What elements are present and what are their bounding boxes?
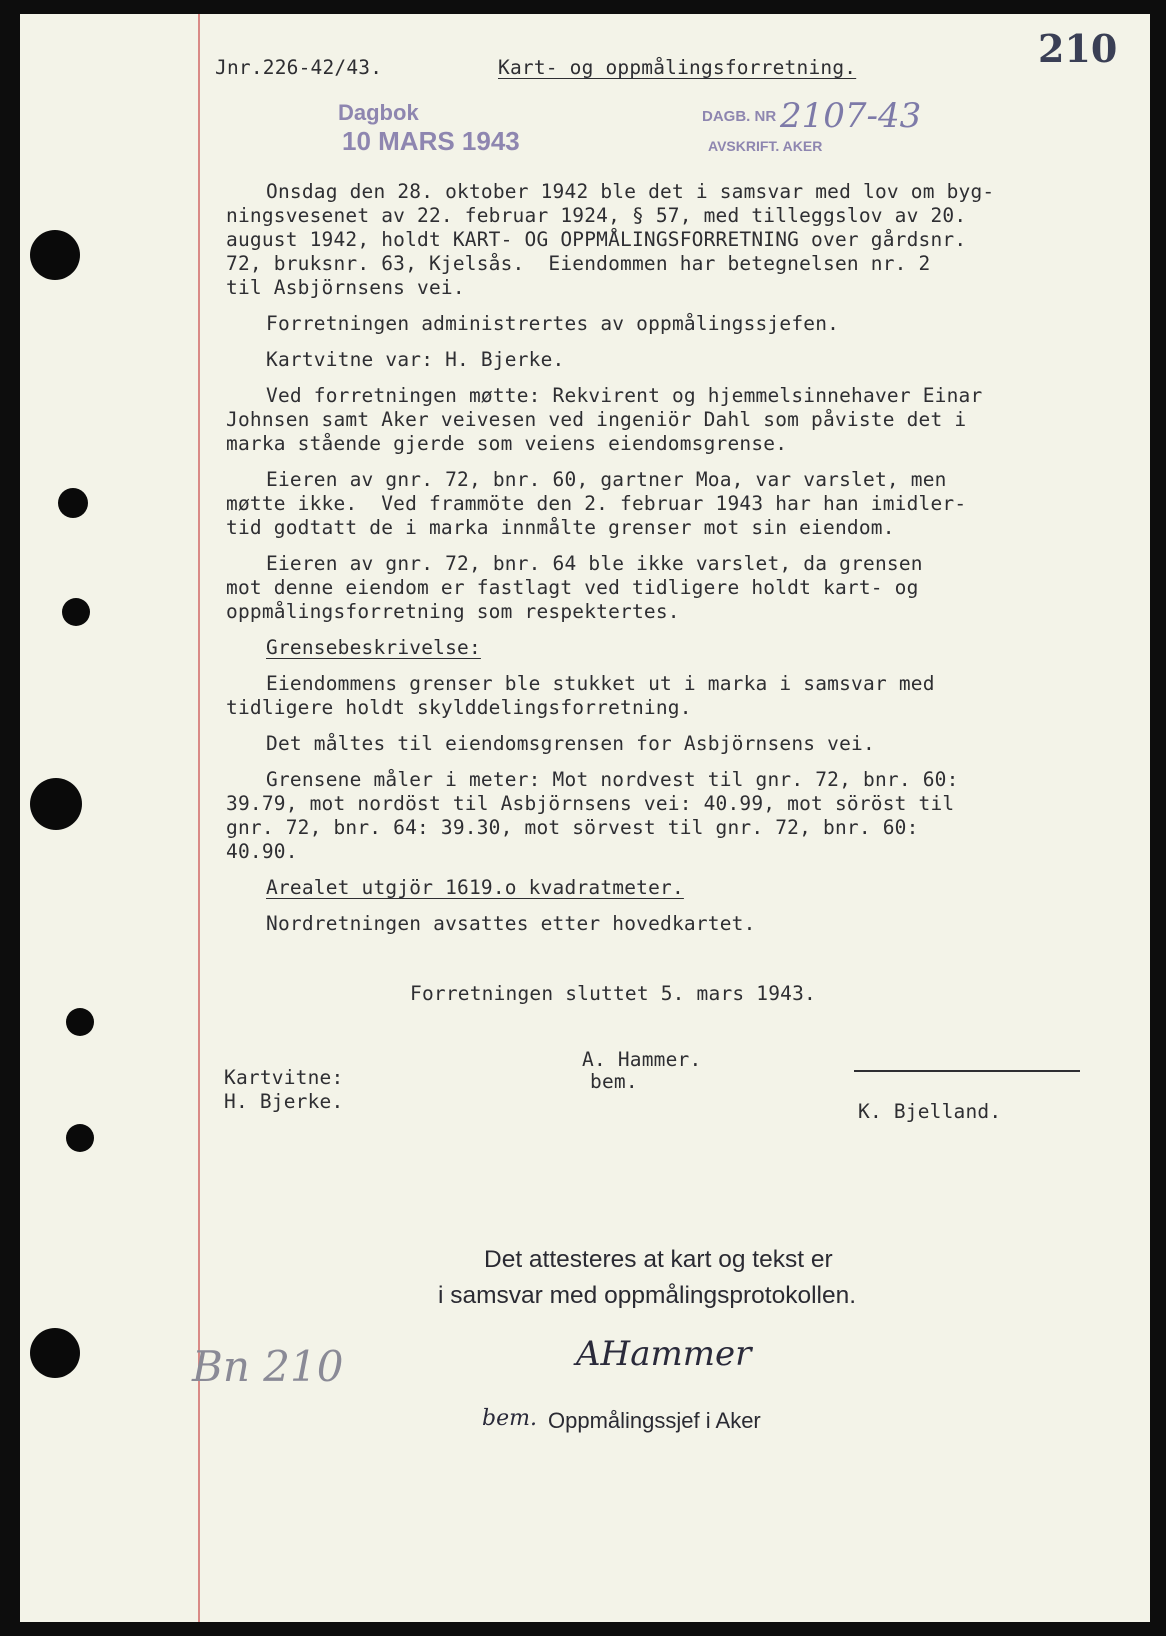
- paragraph-line: Det måltes til eiendomsgrensen for Asbjörnsens vei.: [266, 732, 875, 755]
- signature-line: [854, 1070, 1080, 1072]
- paragraph-line: Eiendommens grenser ble stukket ut i marka i samsvar med: [266, 672, 935, 695]
- binder-hole: [30, 1328, 80, 1378]
- attestation-signature: AHammer: [576, 1334, 752, 1374]
- page-number: 210: [1038, 26, 1118, 71]
- paragraph-line: tidligere holdt skylddelingsforretning.: [226, 696, 692, 719]
- bjelland-name: K. Bjelland.: [858, 1100, 1002, 1123]
- area-statement: Arealet utgjör 1619.o kvadratmeter.: [266, 876, 684, 899]
- paragraph-line: marka stående gjerde som veiens eiendomsgrense.: [226, 432, 788, 455]
- avskrift-stamp: AVSKRIFT. AKER: [708, 138, 823, 154]
- paragraph-line: Johnsen samt Aker veivesen ved ingeniör Dahl som påviste det i: [226, 408, 967, 431]
- attestation-line-2: i samsvar med oppmålingsprotokollen.: [438, 1282, 857, 1309]
- paragraph-line: Nordretningen avsattes etter hovedkartet.: [266, 912, 756, 935]
- binder-hole: [66, 1124, 94, 1152]
- paragraph-line: Forretningen administrertes av oppmålingssjefen.: [266, 312, 840, 335]
- paragraph-line: mot denne eiendom er fastlagt ved tidligere holdt kart- og: [226, 576, 919, 599]
- binder-hole: [66, 1008, 94, 1036]
- paragraph-line: møtte ikke. Ved frammöte den 2. februar 1943 har han imidler-: [226, 492, 967, 515]
- paragraph-line: tid godtatt de i marka innmålte grenser mot sin eiendom.: [226, 516, 895, 539]
- paragraph-line: gnr. 72, bnr. 64: 39.30, mot sörvest til gnr. 72, bnr. 60:: [226, 816, 919, 839]
- attestation-bem: bem.: [482, 1406, 537, 1431]
- paragraph-line: Onsdag den 28. oktober 1942 ble det i samsvar med lov om byg-: [266, 180, 995, 203]
- binder-hole: [62, 598, 90, 626]
- margin-note: Bn 210: [192, 1342, 344, 1391]
- document-page: [20, 14, 1150, 1622]
- document-title: Kart- og oppmålingsforretning.: [498, 56, 857, 79]
- paragraph-line: august 1942, holdt KART- OG OPPMÅLINGSFORRETNING over gårdsnr.: [226, 228, 967, 251]
- paragraph-line: Eieren av gnr. 72, bnr. 60, gartner Moa, var varslet, men: [266, 468, 947, 491]
- dagb-nr-stamp: DAGB. NR: [702, 108, 777, 125]
- dagbok-stamp-label: Dagbok: [338, 100, 419, 125]
- paragraph-line: 40.90.: [226, 840, 298, 863]
- attestation-role: Oppmålingssjef i Aker: [548, 1408, 761, 1433]
- attestation-line-1: Det attesteres at kart og tekst er: [484, 1246, 833, 1273]
- paragraph-line: 72, bruksnr. 63, Kjelsås. Eiendommen har betegnelsen nr. 2: [226, 252, 931, 275]
- section-heading: Grensebeskrivelse:: [266, 636, 481, 659]
- paragraph-line: 39.79, mot nordöst til Asbjörnsens vei: 40.99, mot söröst til: [226, 792, 955, 815]
- dagb-nr-handwritten: 2107-43: [780, 96, 922, 136]
- binder-hole: [30, 230, 80, 280]
- paragraph-line: ningsvesenet av 22. februar 1924, § 57, med tilleggslov av 20.: [226, 204, 967, 227]
- hammer-note: bem.: [590, 1070, 638, 1093]
- binder-hole: [58, 488, 88, 518]
- witness-label: Kartvitne:: [224, 1066, 344, 1089]
- witness-name: H. Bjerke.: [224, 1090, 344, 1113]
- paragraph-line: Ved forretningen møtte: Rekvirent og hjemmelsinnehaver Einar: [266, 384, 983, 407]
- paragraph-line: Eieren av gnr. 72, bnr. 64 ble ikke varslet, da grensen: [266, 552, 923, 575]
- closing-line: Forretningen sluttet 5. mars 1943.: [410, 982, 816, 1005]
- paragraph-line: Kartvitne var: H. Bjerke.: [266, 348, 565, 371]
- paragraph-line: Grensene måler i meter: Mot nordvest til gnr. 72, bnr. 60:: [266, 768, 959, 791]
- paragraph-line: oppmålingsforretning som respektertes.: [226, 600, 680, 623]
- binder-hole: [30, 778, 82, 830]
- journal-number: Jnr.226-42/43.: [215, 56, 383, 79]
- paragraph-line: til Asbjörnsens vei.: [226, 276, 465, 299]
- hammer-name: A. Hammer.: [582, 1048, 702, 1071]
- date-stamp: 10 MARS 1943: [342, 126, 520, 156]
